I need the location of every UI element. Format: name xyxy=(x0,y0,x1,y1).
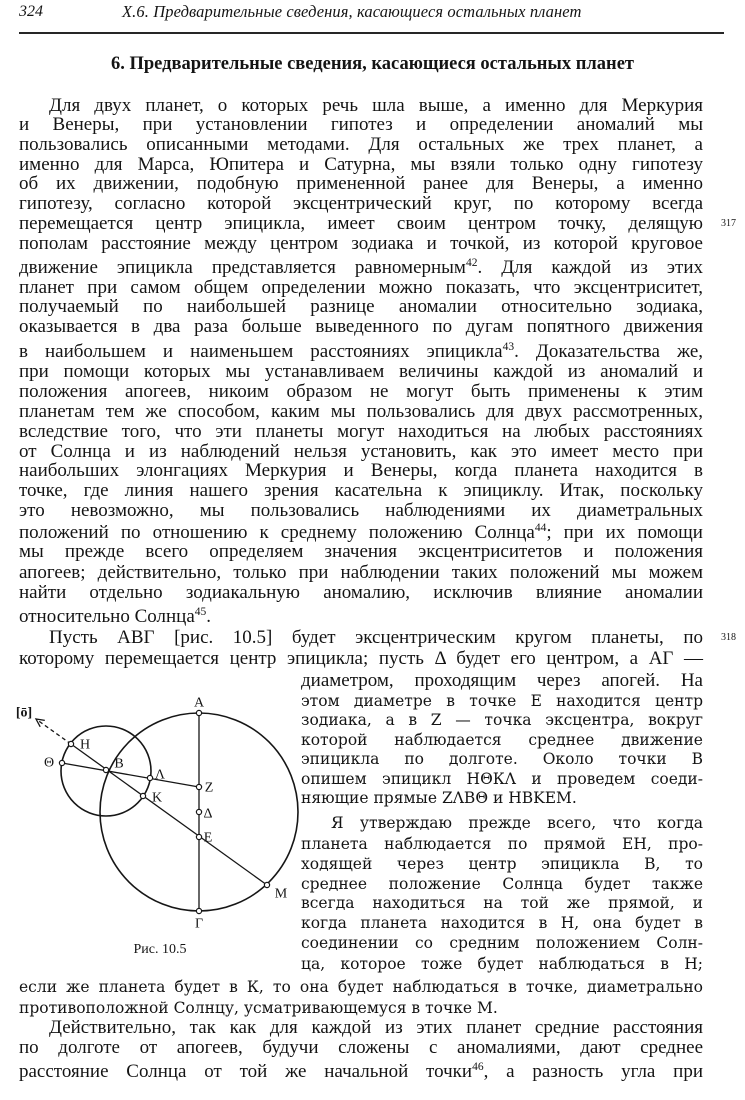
line-text: Я утверждаю прежде всего, что когда xyxy=(331,814,703,832)
line-text: найти отдельно зодиакальную аномалию, исключив влияние аномалии xyxy=(19,582,703,603)
text-line xyxy=(19,114,703,136)
point-lambda xyxy=(147,775,152,780)
text-line xyxy=(19,1061,703,1083)
line-text: по долготе от апогеев, будучи сложены с аномалиями, дают среднее xyxy=(19,1037,703,1058)
header-rule xyxy=(19,32,724,34)
label-gamma: Γ xyxy=(194,916,204,932)
text-line xyxy=(301,932,703,954)
text-line xyxy=(301,953,703,975)
line-text: об их движении, подобную примененной ранее для Венеры, а именно xyxy=(19,173,703,194)
text-line xyxy=(19,257,703,279)
text-line xyxy=(19,193,703,215)
line-text: противоположной Солнцу, усматривающемуся в точке М. xyxy=(19,999,498,1017)
margin-note: 318 xyxy=(721,632,736,643)
text-line xyxy=(301,709,703,731)
point-eta xyxy=(68,741,73,746)
section-title: 6. Предварительные сведения, касающиеся остальных планет xyxy=(111,54,634,74)
text-line xyxy=(49,627,703,649)
text-line xyxy=(301,892,703,914)
line-text: точке, где линия нашего зрения касательна к эпициклу. Итак, поскольку xyxy=(19,480,703,501)
page-number: 324 xyxy=(19,3,43,20)
text-line xyxy=(19,460,703,482)
text-line xyxy=(301,833,703,855)
line-text: среднее положение Солнца будет также xyxy=(301,875,703,893)
line-text: апогеев; действительно, только при наблюдении таких положений мы можем xyxy=(19,562,703,583)
line-text: . xyxy=(206,606,212,627)
line-text: няющие прямые ZΛBΘ и HBKEM. xyxy=(301,789,577,807)
label-mu: Μ xyxy=(274,886,288,902)
line-text: если же планета будет в К, то она будет наблюдаться в точке, диаметрально xyxy=(19,978,703,996)
text-line xyxy=(19,361,703,383)
point-mu xyxy=(264,882,269,887)
text-line xyxy=(19,213,703,235)
line-text: , а разность угла при xyxy=(483,1061,704,1082)
line-text: от Солнца и из наблюдений нельзя установить, как это имеет место при xyxy=(19,441,703,462)
footnote-ref: 44 xyxy=(534,522,547,534)
text-line xyxy=(19,582,703,604)
line-text: ходящей через центр эпицикла В, то xyxy=(301,855,703,873)
text-line xyxy=(301,748,703,770)
line-text: наибольших элонгациях Меркурия и Венеры, когда планета находится в xyxy=(19,460,703,481)
text-line xyxy=(19,134,703,156)
line-text: получаемый по наибольшей разнице аномалии относительно зодиака, xyxy=(19,296,703,317)
line-text: . Доказательства же, xyxy=(514,341,704,362)
line-text: расстояние Солнца от той же начальной точки xyxy=(19,1061,473,1082)
line-text: соединении со средним положением Солн- xyxy=(301,934,703,952)
line-text: планет при самом общем определении можно показать, что эксцентриситет, xyxy=(19,277,703,298)
text-line xyxy=(301,787,703,809)
line-text: зодиака, а в Z — точка эксцентра, вокруг xyxy=(301,711,703,729)
point-delta xyxy=(196,809,201,814)
line-text: оказывается в два раза больше выведенного по дугам попятного движения xyxy=(19,316,703,337)
line-text: планета наблюдается по прямой ЕН, про- xyxy=(301,835,703,853)
text-line xyxy=(301,912,703,934)
line-text: ца, которое тоже будет наблюдаться в Н; xyxy=(301,955,703,973)
text-line xyxy=(19,233,703,255)
footnote-ref: 42 xyxy=(465,257,478,269)
line-text: положения апогеев, никоим образом не могут быть применены к этим xyxy=(19,381,703,402)
running-head-title: X.6. Предварительные сведения, касающиеся остальных планет xyxy=(122,2,582,21)
text-line xyxy=(19,173,703,195)
point-kappa xyxy=(140,793,145,798)
line-text: пользовались описанными методами. Для остальных же трех планет, а xyxy=(19,134,703,155)
line-text: опишем эпицикл НΘКΛ и проведем соеди- xyxy=(301,770,703,788)
point-alpha xyxy=(196,710,201,715)
line-text: всегда находиться на той же прямой, и xyxy=(301,894,703,912)
label-mean-sun: [ō] xyxy=(15,705,33,721)
text-line xyxy=(301,853,703,875)
line-text: которой наблюдается среднее движение xyxy=(301,731,703,749)
footnote-ref: 45 xyxy=(194,606,207,618)
line-text: и Венеры, при установлении гипотез и определении аномалий мы xyxy=(19,114,703,135)
text-line xyxy=(19,341,703,363)
line-text: . Для каждой из этих xyxy=(477,257,704,278)
line-text: Действительно, так как для каждой из этих планет средние расстояния xyxy=(49,1017,703,1038)
footnote-ref: 43 xyxy=(502,341,515,353)
point-theta xyxy=(59,760,64,765)
text-line xyxy=(19,421,703,443)
line-text: положений по отношению к среднему положению Солнца xyxy=(19,522,535,543)
line-text: мы прежде всего определяем значения эксцентриситетов и положения xyxy=(19,541,703,562)
line-text: эпицикла по долготе. Около точки В xyxy=(301,750,703,768)
line-text: Пусть АВГ [рис. 10.5] будет эксцентрическим кругом планеты, по xyxy=(49,627,703,648)
text-line xyxy=(19,648,703,670)
text-line xyxy=(19,500,703,522)
text-line xyxy=(19,316,703,338)
point-zeta xyxy=(196,784,201,789)
line-text: Для двух планет, о которых речь шла выше, а именно для Меркурия xyxy=(49,95,703,116)
line-text: пополам расстояние между центром зодиака и точкой, из которой круговое xyxy=(19,233,703,254)
text-line xyxy=(19,606,703,628)
label-kappa: Κ xyxy=(151,790,163,806)
text-line xyxy=(19,401,703,423)
figure-diagram xyxy=(0,680,310,940)
line-z-lambda-b-theta xyxy=(62,763,199,787)
line-text: диаметром, проходящим через апогей. На xyxy=(301,670,703,691)
text-line xyxy=(19,997,703,1019)
footnote-ref: 46 xyxy=(472,1061,484,1073)
line-text: которому перемещается центр эпицикла; пусть Δ будет его центром, а АГ — xyxy=(19,648,703,669)
label-zeta: Ζ xyxy=(204,780,214,796)
line-text: движение эпицикла представляется равномерным xyxy=(19,257,466,278)
text-line xyxy=(19,562,703,584)
text-line xyxy=(19,296,703,318)
text-line xyxy=(19,480,703,502)
point-beta xyxy=(103,767,108,772)
line-text: когда планета находится в Н, она будет в xyxy=(301,914,703,932)
line-text: в наибольшем и наименьшем расстояниях эпицикла xyxy=(19,341,503,362)
label-lambda: Λ xyxy=(154,767,166,783)
line-text: именно для Марса, Юпитера и Сатурна, мы взяли только одну гипотезу xyxy=(19,154,703,175)
line-text: планетам тем же способом, каким мы пользовались для двух рассмотренных, xyxy=(19,401,703,422)
line-text: перемещается центр эпицикла, имеет своим центром точку, делящую xyxy=(19,213,703,234)
label-epsilon: Ε xyxy=(203,830,213,846)
text-line xyxy=(19,1037,703,1059)
label-beta: Β xyxy=(114,756,124,772)
line-text: ; при их помощи xyxy=(546,522,703,543)
figure-caption: Рис. 10.5 xyxy=(133,942,187,957)
line-text: это невозможно, мы пользовались наблюдениями их диаметральных xyxy=(19,500,703,521)
line-text: вследствие того, что эти планеты могут находиться на любых расстояниях xyxy=(19,421,703,442)
label-theta: Θ xyxy=(43,755,55,771)
mean-sun-dashed-line xyxy=(38,721,71,745)
label-alpha: Α xyxy=(193,695,205,711)
text-line xyxy=(19,381,703,403)
label-delta: Δ xyxy=(203,806,213,822)
text-line xyxy=(49,1017,703,1039)
text-line xyxy=(19,976,703,998)
text-line xyxy=(301,670,703,692)
margin-note: 317 xyxy=(721,218,736,229)
line-text: относительно Солнца xyxy=(19,606,195,627)
label-eta: Η xyxy=(79,737,91,753)
point-gamma xyxy=(196,908,201,913)
text-line xyxy=(331,812,703,834)
point-epsilon xyxy=(196,834,201,839)
text-line xyxy=(19,541,703,563)
line-text: при помощи которых мы устанавливаем величины каждой из аномалий и xyxy=(19,361,703,382)
line-text: этом диаметре в точке Е находится центр xyxy=(301,692,703,710)
line-text: гипотезу, согласно которой эксцентрический круг, по которому всегда xyxy=(19,193,703,214)
